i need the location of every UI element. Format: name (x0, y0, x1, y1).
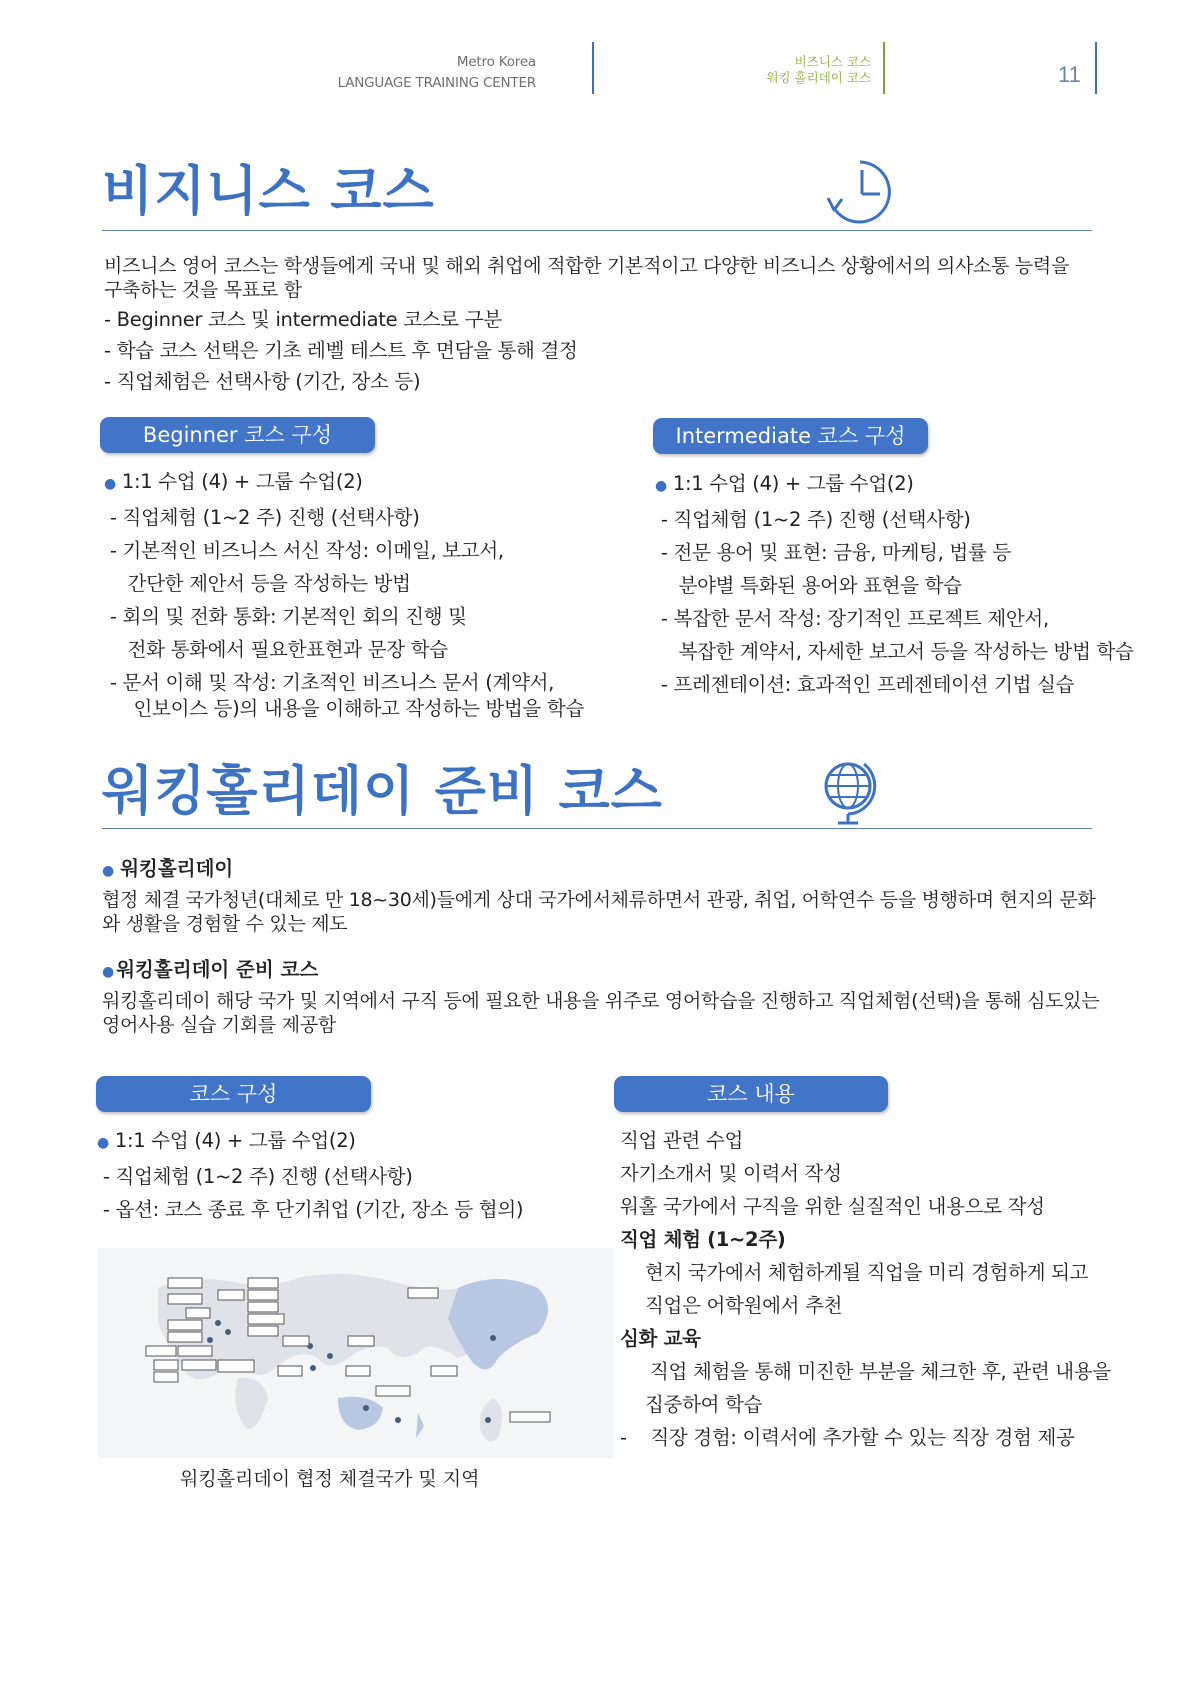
header-divider (592, 42, 594, 94)
structure-list (97, 1124, 523, 1226)
list-item: 전화 통화에서 필요한표현과 문장 학습 (104, 638, 448, 661)
list-item: 직업은 어학원에서 추천 (645, 1294, 843, 1317)
course-label-1: 비즈니스 코스 (794, 54, 871, 69)
list-item (655, 467, 1134, 503)
header-divider (1095, 42, 1097, 94)
list-item: 간단한 제안서 등을 작성하는 방법 (104, 572, 411, 595)
org-line-2: LANGUAGE TRAINING CENTER (337, 75, 536, 91)
list-item: - 프레젠테이션: 효과적인 프레젠테이션 기법 실습 (655, 673, 1075, 696)
header-divider (883, 42, 885, 94)
structure-heading-pill: 코스 구성 (96, 1076, 371, 1112)
list-item: - 직업체험 (1~2 주) 진행 (선택사항) (97, 1165, 413, 1188)
map-caption: 워킹홀리데이 협정 체결국가 및 지역 (180, 1468, 480, 1490)
list-item-text: 1:1 수업 (4) + 그룹 수업(2) (672, 472, 914, 495)
list-item: - 기본적인 비즈니스 서신 작성: 이메일, 보고서, (104, 539, 504, 562)
content-heading-pill: 코스 내용 (614, 1076, 888, 1112)
business-point: - 학습 코스 선택은 기초 레벨 테스트 후 면담을 통해 결정 (104, 339, 578, 362)
prep-text: 워킹홀리데이 해당 국가 및 지역에서 구직 등에 필요한 내용을 위주로 영어학습을 진행하고 직업체험(선택)을 통해 심도있는 영어사용 실습 기회를 제공함 (102, 990, 1100, 1036)
bullet-dot-icon: ● (102, 964, 115, 980)
page-number: 11 (1058, 62, 1081, 87)
list-item: 복잡한 계약서, 자세한 보고서 등을 작성하는 방법 학습 (655, 640, 1134, 663)
section-rule (102, 828, 1092, 829)
business-point: - 직업체험은 선택사항 (기간, 장소 등) (104, 370, 421, 393)
list-item: - 옵션: 코스 종료 후 단기취업 (기간, 장소 등 협의) (97, 1198, 524, 1221)
clock-icon (820, 154, 900, 230)
business-point: - Beginner 코스 및 intermediate 코스로 구분 (104, 308, 502, 331)
business-title: 비지니스 코스 (102, 161, 435, 222)
prep-heading (102, 958, 318, 984)
list-item: 직업 체험을 통해 미진한 부분을 체크한 후, 관련 내용을 (650, 1360, 1111, 1383)
list-item-text: 1:1 수업 (4) + 그룹 수업(2) (114, 1129, 356, 1152)
list-item: 자기소개서 및 이력서 작성 (620, 1162, 842, 1185)
section-rule (102, 230, 1092, 231)
prep-heading-text: 워킹홀리데이 준비 코스 (116, 958, 319, 981)
bullet-dot-icon: ● (102, 863, 115, 879)
org-line-1: Metro Korea (456, 54, 536, 70)
list-item: 집중하여 학습 (645, 1393, 763, 1416)
list-item: - 회의 및 전화 통화: 기본적인 회의 진행 및 (104, 605, 467, 628)
list-item: - 전문 용어 및 표현: 금융, 마케팅, 법률 등 (655, 541, 1011, 564)
job-experience-heading: 직업 체험 (1~2주) (620, 1228, 786, 1251)
intermediate-heading-pill: Intermediate 코스 구성 (653, 418, 928, 454)
definition-heading (102, 857, 233, 883)
list-item: - 직장 경험: 이력서에 추가할 수 있는 직장 경험 제공 (620, 1426, 1075, 1449)
content-list (620, 1124, 1111, 1454)
definition-text: 협정 체결 국가청년(대체로 만 18~30세)들에게 상대 국가에서체류하면서 관광, 취업, 어학연수 등을 병행하며 현지의 문화와 생활을 경험할 수 있는 제도 (102, 889, 1096, 935)
bullet-dot-icon: ● (104, 476, 116, 492)
advanced-education-heading: 심화 교육 (620, 1327, 701, 1350)
list-item: 워홀 국가에서 구직을 위한 실질적인 내용으로 작성 (620, 1195, 1045, 1218)
list-item: 인보이스 등)의 내용을 이해하고 작성하는 방법을 학습 (104, 697, 585, 720)
world-map (98, 1248, 613, 1458)
list-item-text: 1:1 수업 (4) + 그룹 수업(2) (121, 470, 363, 493)
business-points (104, 304, 578, 397)
course-label-2: 워킹 홀리데이 코스 (766, 70, 871, 85)
list-item (104, 465, 584, 501)
list-item: - 복잡한 문서 작성: 장기적인 프로젝트 제안서, (655, 607, 1049, 630)
list-item: 현지 국가에서 체험하게될 직업을 미리 경험하게 되고 (645, 1261, 1089, 1284)
list-item: 직업 관련 수업 (620, 1129, 744, 1152)
list-item: - 문서 이해 및 작성: 기초적인 비즈니스 문서 (계약서, (104, 671, 555, 694)
list-item: - 직업체험 (1~2 주) 진행 (선택사항) (655, 508, 971, 531)
beginner-heading-pill: Beginner 코스 구성 (100, 417, 375, 453)
list-item: 분야별 특화된 용어와 표현을 학습 (655, 574, 962, 597)
globe-icon (818, 756, 882, 828)
org-name (338, 52, 536, 94)
course-labels (766, 54, 871, 86)
working-holiday-title: 워킹홀리데이 준비 코스 (102, 761, 663, 822)
bullet-dot-icon: ● (655, 478, 667, 494)
list-item (97, 1124, 523, 1160)
world-map-graphic (98, 1248, 613, 1458)
beginner-list (104, 465, 584, 722)
bullet-dot-icon: ● (97, 1135, 109, 1151)
business-intro: 비즈니스 영어 코스는 학생들에게 국내 및 해외 취업에 적합한 기본적이고 다양한 비즈니스 상황에서의 의사소통 능력을 구축하는 것을 목표로 함 (104, 255, 1070, 301)
list-item: - 직업체험 (1~2 주) 진행 (선택사항) (104, 506, 420, 529)
definition-heading-text: 워킹홀리데이 (120, 857, 234, 880)
intermediate-list (655, 467, 1134, 701)
